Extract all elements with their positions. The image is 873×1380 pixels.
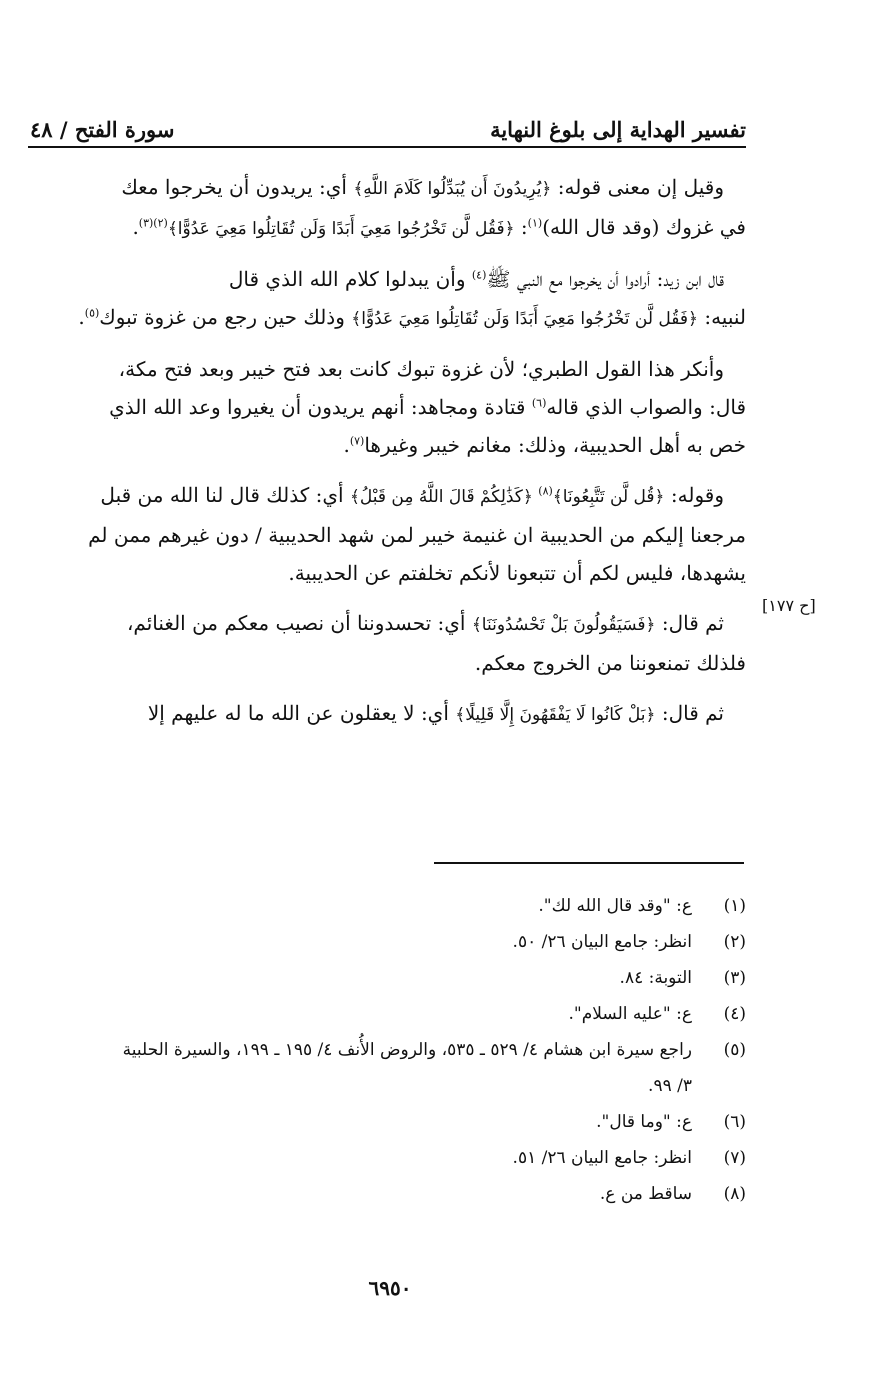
footnote-divider [434,862,744,864]
footnote-number: (٦) [723,1112,746,1132]
text-line: وقوله: ﴿قُل لَّن تَتَّبِعُونَا﴾$^{(٨)}$ ﴿كَذَٰلِكُمْ قَالَ اللَّهُ مِن قَبْلُ﴾ أي: كذلك قال لنا الله من قبل [100,483,724,507]
text-line: ثم قال: ﴿فَسَيَقُولُونَ بَلْ تَحْسُدُونَنَا﴾ أي: تحسدوننا أن نصيب معكم من الغنائم، [126,611,724,635]
running-header [30,108,746,142]
footnote-item [30,1140,746,1176]
footnote-ref: (٢)(٣) [138,216,168,230]
page-number: ٦٩٥٠ [368,1276,412,1300]
paragraph-3 [30,350,746,464]
quran-verse: ﴿فَسَيَقُولُونَ بَلْ تَحْسُدُونَنَا﴾ [471,615,656,635]
footnote-ref: (٤) [471,268,487,282]
header-divider [28,146,746,148]
footnote-text: راجع سيرة ابن هشام ٤/ ٥٢٩ ـ ٥٣٥، والروض الأُنف ٤/ ١٩٥ ـ ١٩٩، والسيرة الحلبية ٣/ ٩٩. [122,1040,692,1096]
quran-verse: ﴿يُرِيدُونَ أَن يُبَدِّلُوا كَلَامَ اللَّهِ﴾ [353,179,552,199]
paragraph-6 [30,694,746,734]
quran-verse: ﴿بَلْ كَانُوا لَا يَفْقَهُونَ إِلَّا قَلِيلًا﴾ [455,705,656,725]
footnote-text: انظر: جامع البيان ٢٦/ ٥١. [512,1148,692,1168]
footnote-item [30,996,746,1032]
quran-verse: ﴿فَقُل لَّن تَخْرُجُوا مَعِيَ أَبَدًا وَلَن تُقَاتِلُوا مَعِيَ عَدُوًّا﴾ [351,309,698,329]
footnote-item [30,1104,746,1140]
text-line: ثم قال: ﴿بَلْ كَانُوا لَا يَفْقَهُونَ إِلَّا قَلِيلًا﴾ أي: لا يعقلون عن الله ما له عليهم إلا [147,701,724,725]
quran-verse: ﴿قُل لَّن تَتَّبِعُونَا﴾ [552,487,665,507]
footnote-ref: (٨) [538,484,553,498]
footnote-number: (٢) [723,932,746,952]
footnotes [30,888,746,1212]
footnote-ref: (٧) [349,434,365,448]
footnote-text: ساقط من ع. [599,1184,692,1204]
text-line: وأنكر هذا القول الطبري؛ لأن غزوة تبوك كانت بعد فتح خيبر وبعد فتح مكة، [118,357,724,381]
main-text [30,168,746,734]
footnote-item [30,960,746,996]
paragraph-5 [30,604,746,682]
paragraph-4 [30,476,746,592]
footnote-ref: (٥) [84,306,100,320]
footnote-text: ع: "وما قال". [596,1112,692,1132]
footnote-item [30,1032,746,1104]
footnote-text: ع: "وقد قال الله لك". [538,896,692,916]
footnote-number: (٥) [723,1040,746,1060]
footnote-number: (٧) [723,1148,746,1168]
footnote-item [30,1176,746,1212]
text-line: مرجعنا إليكم من الحديبية ان غنيمة خيبر لمن شهد الحديبية / دون غيرهم ممن لم [88,523,746,547]
footnote-text: ع: "عليه السلام". [568,1004,692,1024]
surah-page-label: سورة الفتح / ٤٨ [30,117,175,142]
footnote-text: انظر: جامع البيان ٢٦/ ٥٠. [512,932,692,952]
footnote-ref: (٦) [531,396,547,410]
text-line: فلذلك تمنعوننا من الخروج معكم. [474,651,746,675]
text-line: وقيل إن معنى قوله: ﴿يُرِيدُونَ أَن يُبَدِّلُوا كَلَامَ اللَّهِ﴾ أي: يريدون أن يخرجوا معك [121,175,724,199]
text-line: لنبيه: ﴿فَقُل لَّن تَخْرُجُوا مَعِيَ أَبَدًا وَلَن تُقَاتِلُوا مَعِيَ عَدُوًّا﴾ وذلك حين رجع من غزوة تبوك$^{(٥)}$. [78,305,746,329]
quran-verse: ﴿كَذَٰلِكُمْ قَالَ اللَّهُ مِن قَبْلُ﴾ [349,487,539,507]
text-line: في غزوك (وقد قال الله)$^{(١)}$: ﴿فَقُل لَّن تَخْرُجُوا مَعِيَ أَبَدًا وَلَن تُقَاتِلُوا مَعِيَ عَدُوًّا﴾$^{(٢)(٣)}$. [132,215,746,239]
footnote-number: (٣) [723,968,746,988]
footnote-number: (١) [723,896,746,916]
footnote-item [30,924,746,960]
footnote-ref: (١) [527,216,543,230]
manuscript-folio-ref: [ح ١٧٧] [762,596,816,615]
paragraph-1 [30,168,746,248]
quran-verse: ﴿فَقُل لَّن تَخْرُجُوا مَعِيَ أَبَدًا وَلَن تُقَاتِلُوا مَعِيَ عَدُوًّا﴾ [167,219,515,239]
footnote-text: التوبة: ٨٤. [619,968,692,988]
footnote-item [30,888,746,924]
text-line: خص به أهل الحديبية، وذلك: مغانم خيبر وغيرها$^{(٧)}$. [343,433,746,457]
book-title: تفسير الهداية إلى بلوغ النهاية [490,117,746,142]
text-line: يشهدها، فليس لكم أن تتبعونا لأنكم تخلفتم عن الحديبية. [288,561,746,585]
text-line: قال: والصواب الذي قاله$^{(٦)}$ قتادة ومجاهد: أنهم يريدون أن يغيروا وعد الله الذي [109,395,746,419]
text-line: قال ابن زيد: أرادوا أن يخرجوا مع النبي ﷺ$^{(٤)}$ وأن يبدلوا كلام الله الذي قال [228,267,724,291]
footnote-number: (٨) [723,1184,746,1204]
paragraph-2 [30,260,746,338]
footnote-number: (٤) [723,1004,746,1024]
